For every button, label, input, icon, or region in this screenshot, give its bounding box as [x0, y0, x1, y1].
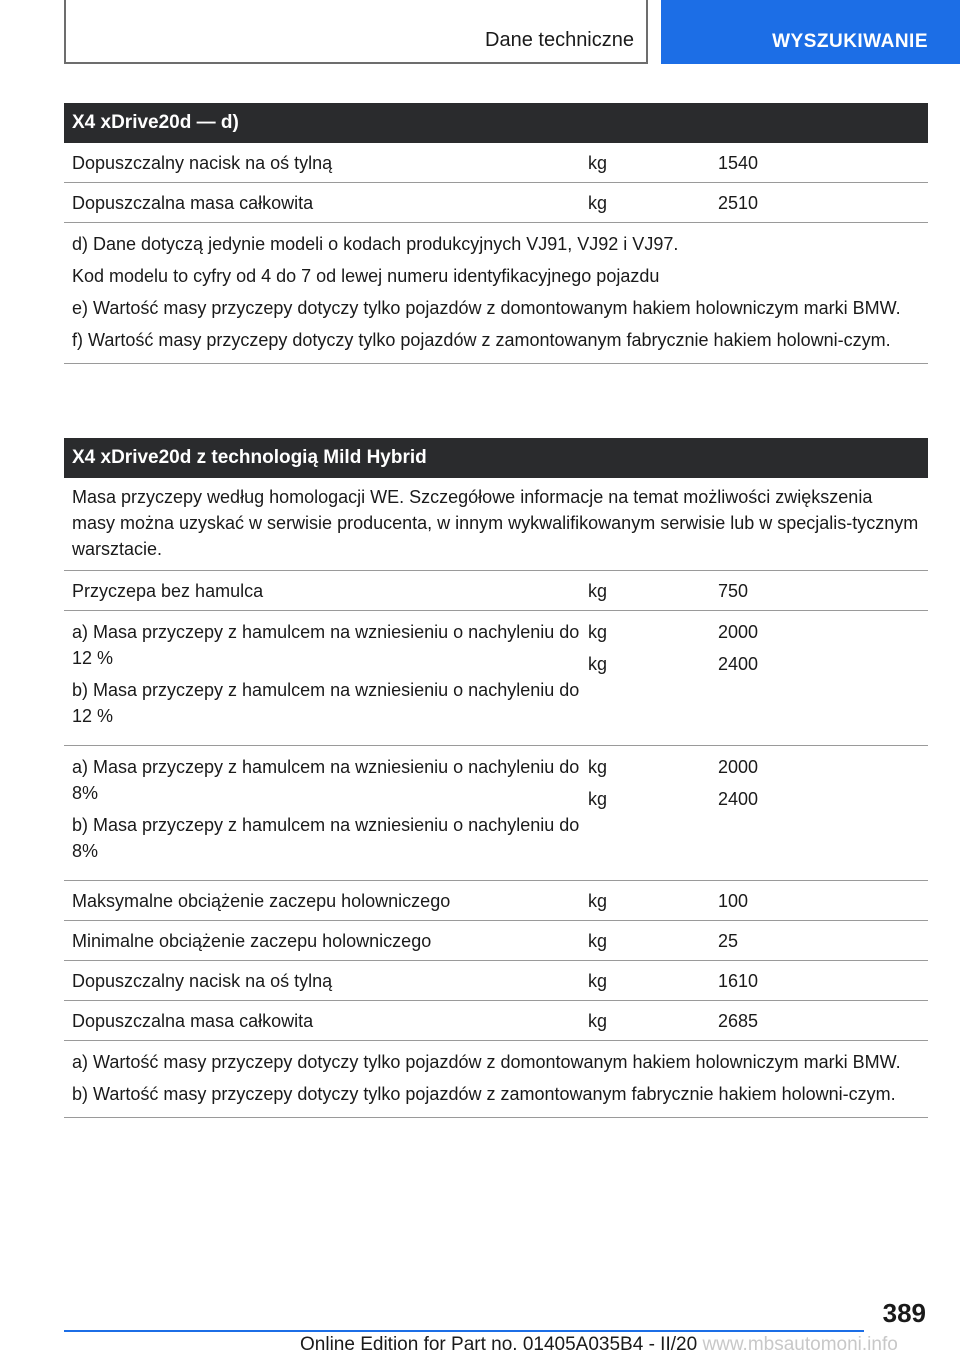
row-label: Przyczepa bez hamulca [72, 580, 264, 601]
row-value: 1540 [718, 152, 759, 173]
footnote: b) Wartość masy przyczepy dotyczy tylko pojazdów z zamontowanym fabrycznie hakiem holowni-czym. [72, 1084, 896, 1104]
row-unit: kg [588, 152, 608, 173]
table-row [64, 143, 928, 183]
header-section-title: Dane techniczne [485, 29, 634, 51]
section-intro: Masa przyczepy według homologacji WE. Szczegółowe informacje na temat możliwości zwiększenia masy można uzyskać w serwisie producenta, w innym wykwalifikowanym serwisie lub w specjalis-tycznym warsztacie. [64, 478, 928, 571]
row-unit: kg [588, 789, 608, 809]
row-unit: kg [588, 622, 608, 642]
row-label: b) Masa przyczepy z hamulcem na wzniesieniu o nachyleniu do 8% [72, 815, 580, 861]
section-title: X4 xDrive20d — d) [64, 103, 928, 143]
section-x4-xdrive20d [64, 103, 928, 364]
table-row [64, 183, 928, 223]
section-x4-xdrive20d-mild-hybrid [64, 438, 928, 1118]
header-section-box [64, 0, 648, 64]
row-value: 2400 [718, 654, 759, 674]
row-label: Dopuszczalna masa całkowita [72, 192, 314, 213]
row-label: Minimalne obciążenie zaczepu holowniczego [72, 930, 432, 951]
section-title: X4 xDrive20d z technologią Mild Hybrid [64, 438, 928, 478]
row-unit: kg [588, 970, 608, 991]
search-button[interactable]: WYSZUKIWANIE [661, 0, 960, 64]
footer-divider [64, 1330, 864, 1332]
row-label: Maksymalne obciążenie zaczepu holowniczego [72, 890, 451, 911]
row-label: Dopuszczalna masa całkowita [72, 1010, 314, 1031]
footnote: Kod modelu to cyfry od 4 do 7 od lewej numeru identyfikacyjnego pojazdu [72, 266, 660, 286]
row-label: b) Masa przyczepy z hamulcem na wzniesieniu o nachyleniu do 12 % [72, 680, 580, 726]
row-label: Dopuszczalny nacisk na oś tylną [72, 970, 333, 991]
footnotes [64, 1041, 928, 1118]
row-unit: kg [588, 930, 608, 951]
edition-text: Online Edition for Part no. 01405A035B4 - II/20 [300, 1334, 698, 1355]
row-unit: kg [588, 1010, 608, 1031]
row-unit: kg [588, 890, 608, 911]
footnote: a) Wartość masy przyczepy dotyczy tylko pojazdów z domontowanym hakiem holowniczym marki BMW. [72, 1052, 901, 1072]
footnote: e) Wartość masy przyczepy dotyczy tylko pojazdów z domontowanym hakiem holowniczym marki BMW. [72, 298, 901, 318]
row-label: a) Masa przyczepy z hamulcem na wzniesieniu o nachyleniu do 8% [72, 757, 580, 803]
table-row [64, 746, 928, 881]
row-value: 2400 [718, 789, 759, 809]
table-row [64, 881, 928, 921]
row-value: 2685 [718, 1010, 759, 1031]
row-value: 100 [718, 890, 749, 911]
row-unit: kg [588, 757, 608, 777]
site-watermark: www.mbsautomoni.info [702, 1334, 898, 1355]
footnotes [64, 223, 928, 364]
row-label: a) Masa przyczepy z hamulcem na wzniesieniu o nachyleniu do 12 % [72, 622, 580, 668]
row-value: 2000 [718, 757, 759, 777]
footnote: d) Dane dotyczą jedynie modeli o kodach produkcyjnych VJ91, VJ92 i VJ97. [72, 234, 679, 254]
table-row [64, 571, 928, 611]
row-unit: kg [588, 580, 608, 601]
table-row [64, 921, 928, 961]
row-value: 2510 [718, 192, 759, 213]
row-unit: kg [588, 192, 608, 213]
page-number: 389 [882, 1298, 926, 1328]
row-label: Dopuszczalny nacisk na oś tylną [72, 152, 333, 173]
row-value: 2000 [718, 622, 759, 642]
table-row [64, 1001, 928, 1041]
row-value: 1610 [718, 970, 759, 991]
row-unit: kg [588, 654, 608, 674]
row-value: 750 [718, 580, 749, 601]
footnote: f) Wartość masy przyczepy dotyczy tylko pojazdów z zamontowanym fabrycznie hakiem holowni-czym. [72, 330, 891, 350]
table-row [64, 611, 928, 746]
footer-edition [300, 1334, 898, 1356]
table-row [64, 961, 928, 1001]
row-value: 25 [718, 930, 739, 951]
